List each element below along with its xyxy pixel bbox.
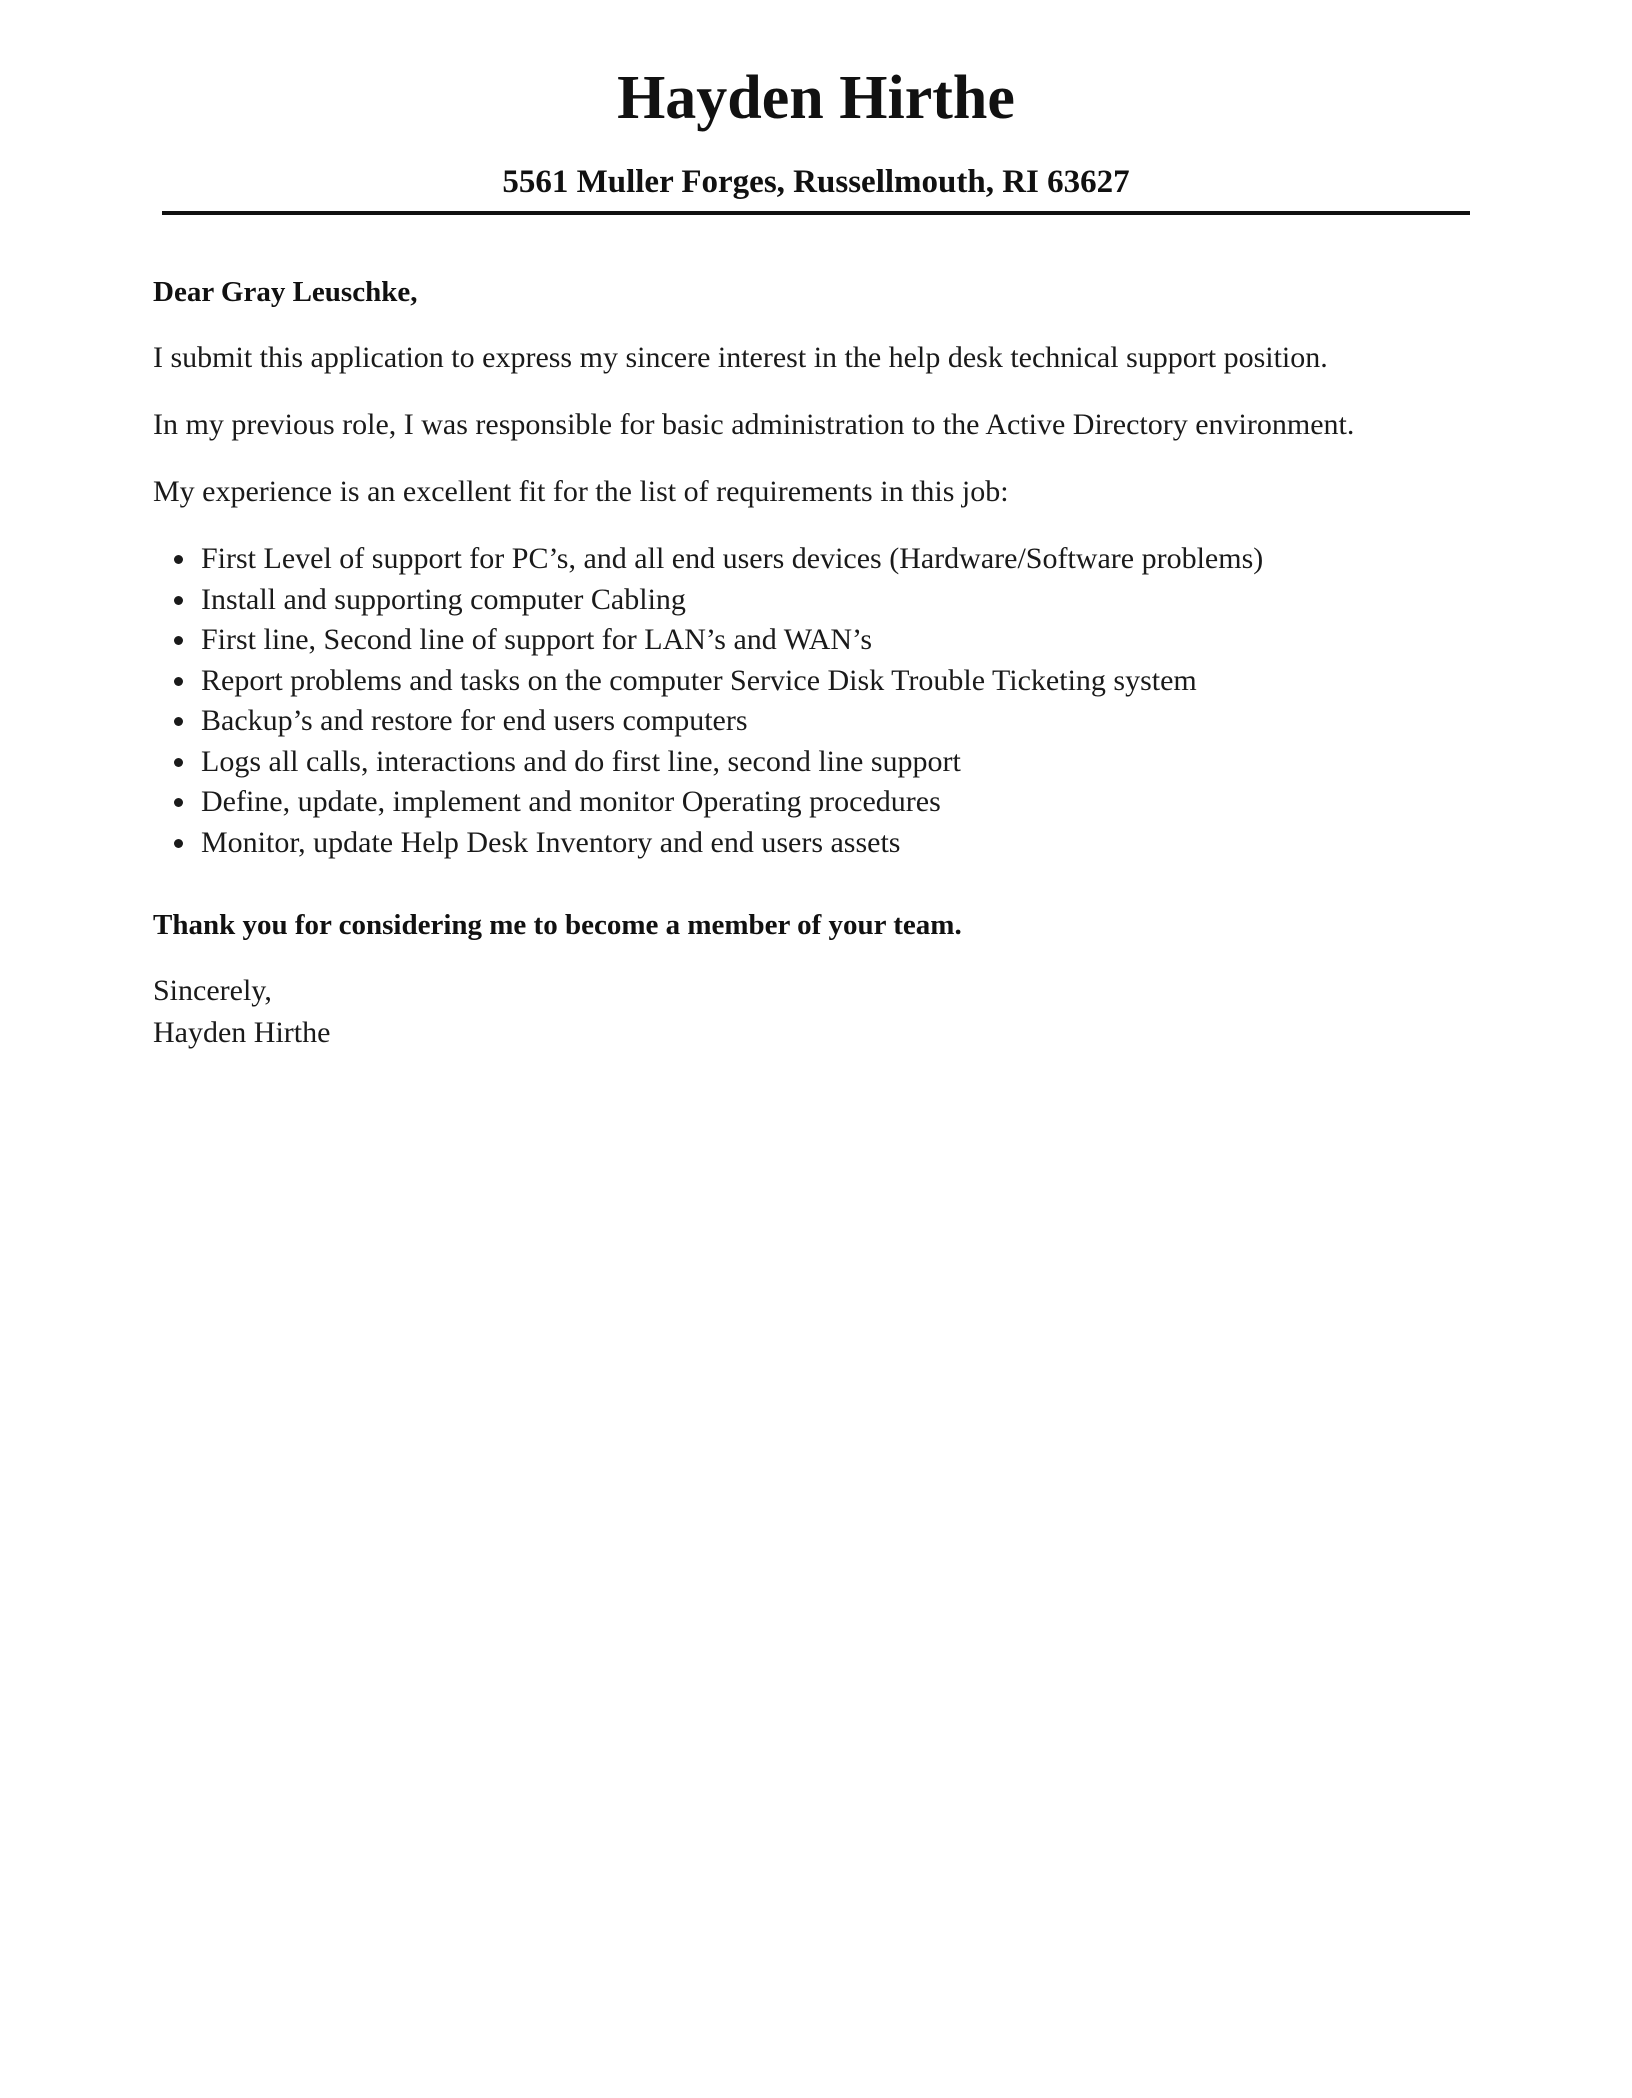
list-item-text: Report problems and tasks on the computer Service Disk Trouble Ticketing system <box>201 663 1197 697</box>
requirements-intro: My experience is an excellent fit for the list of requirements in this job: <box>153 475 1009 508</box>
list-item <box>153 580 1483 621</box>
bullet-icon <box>174 839 183 848</box>
bullet-icon <box>174 677 183 686</box>
list-item-text: First line, Second line of support for LAN’s and WAN’s <box>201 623 873 656</box>
experience-paragraph: In my previous role, I was responsible for basic administration to the Active Directory environment. <box>153 408 1355 441</box>
list-item <box>153 742 1483 783</box>
letter-header <box>162 58 1470 204</box>
list-item <box>153 620 1483 661</box>
list-item <box>153 539 1483 580</box>
bullet-icon <box>174 798 183 807</box>
requirements-list <box>153 539 1483 863</box>
list-item-text: First Level of support for PC’s, and all end users devices (Hardware/Software problems) <box>201 542 1264 575</box>
signature-name: Hayden Hirthe <box>153 1016 331 1049</box>
list-item <box>153 823 1483 864</box>
applicant-address: 5561 Muller Forges, Russellmouth, RI 63627 <box>502 164 1130 200</box>
header-divider <box>162 211 1470 215</box>
signoff: Sincerely, <box>153 974 272 1007</box>
bullet-icon <box>174 758 183 767</box>
bullet-icon <box>174 717 183 726</box>
bullet-icon <box>174 555 183 564</box>
salutation: Dear Gray Leuschke, <box>153 276 418 308</box>
list-item-text: Define, update, implement and monitor Operating procedures <box>201 785 941 818</box>
intro-paragraph: I submit this application to express my sincere interest in the help desk technical support position. <box>153 341 1328 374</box>
list-item <box>153 661 1483 702</box>
list-item-text: Logs all calls, interactions and do first line, second line support <box>201 744 961 778</box>
bullet-icon <box>174 636 183 645</box>
list-item-text: Backup’s and restore for end users computers <box>201 704 748 737</box>
bullet-icon <box>174 596 183 605</box>
applicant-name: Hayden Hirthe <box>617 64 1015 132</box>
list-item <box>153 701 1483 742</box>
letter-body <box>153 272 1483 1054</box>
list-item-text: Monitor, update Help Desk Inventory and end users assets <box>201 825 901 859</box>
closing-statement: Thank you for considering me to become a member of your team. <box>153 909 962 941</box>
list-item <box>153 782 1483 823</box>
list-item-text: Install and supporting computer Cabling <box>201 582 686 616</box>
